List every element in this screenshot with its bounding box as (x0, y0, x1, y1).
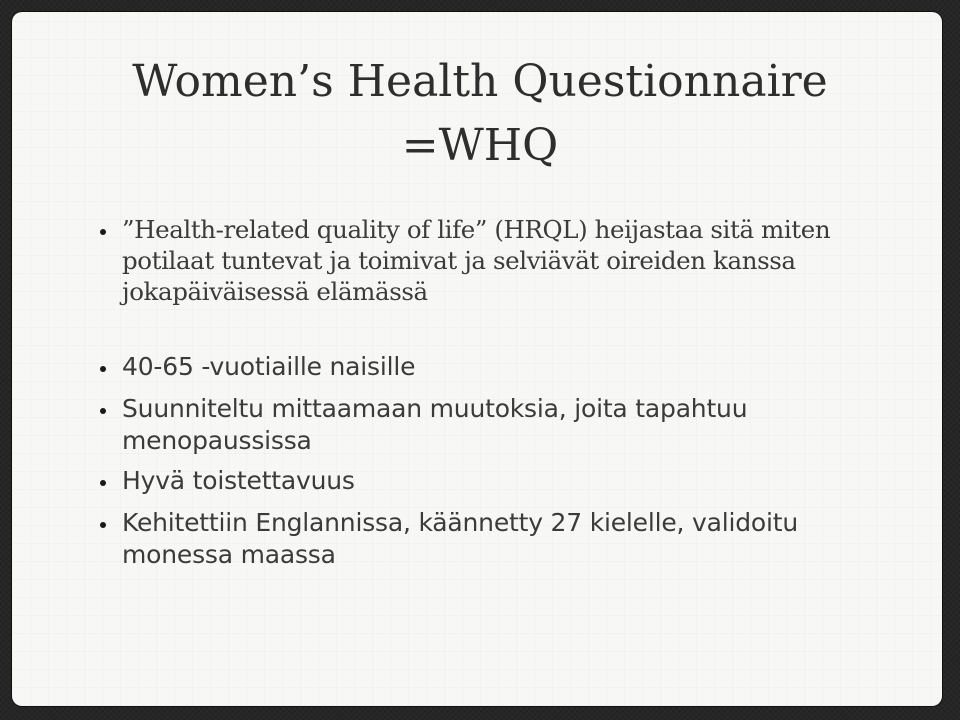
bullet-dot-icon (100, 366, 106, 372)
bullet-text: Hyvä toistettavuus (122, 466, 355, 495)
bullet-text: Suunniteltu mittaamaan muutoksia, joita tapahtuu menopaussissa (122, 394, 748, 455)
bullet-dot-icon (100, 480, 106, 486)
bullet-text: ”Health-related quality of life” (HRQL) heijastaa sitä miten potilaat tuntevat ja toimivat ja selviävät oireiden kanssa jokapäiväisessä elämässä (122, 215, 831, 306)
bullet-dot-icon (100, 229, 106, 235)
bullet-item-age (100, 351, 880, 383)
bullet-dot-icon (100, 408, 106, 414)
bullet-item-hrql (100, 214, 880, 307)
bullet-item-repeatability (100, 465, 880, 497)
bullet-list (100, 214, 880, 581)
bullet-text: 40-65 -vuotiaille naisille (122, 352, 416, 381)
bullet-item-translations (100, 507, 880, 571)
bullet-item-menopause (100, 393, 880, 457)
bullet-text: Kehitettiin Englannissa, käännetty 27 kielelle, validoitu monessa maassa (122, 508, 798, 569)
slide-title-line-2: =WHQ (401, 120, 559, 171)
slide-title-line-1: Women’s Health Questionnaire (132, 56, 828, 107)
bullet-dot-icon (100, 522, 106, 528)
slide-title (0, 50, 960, 178)
